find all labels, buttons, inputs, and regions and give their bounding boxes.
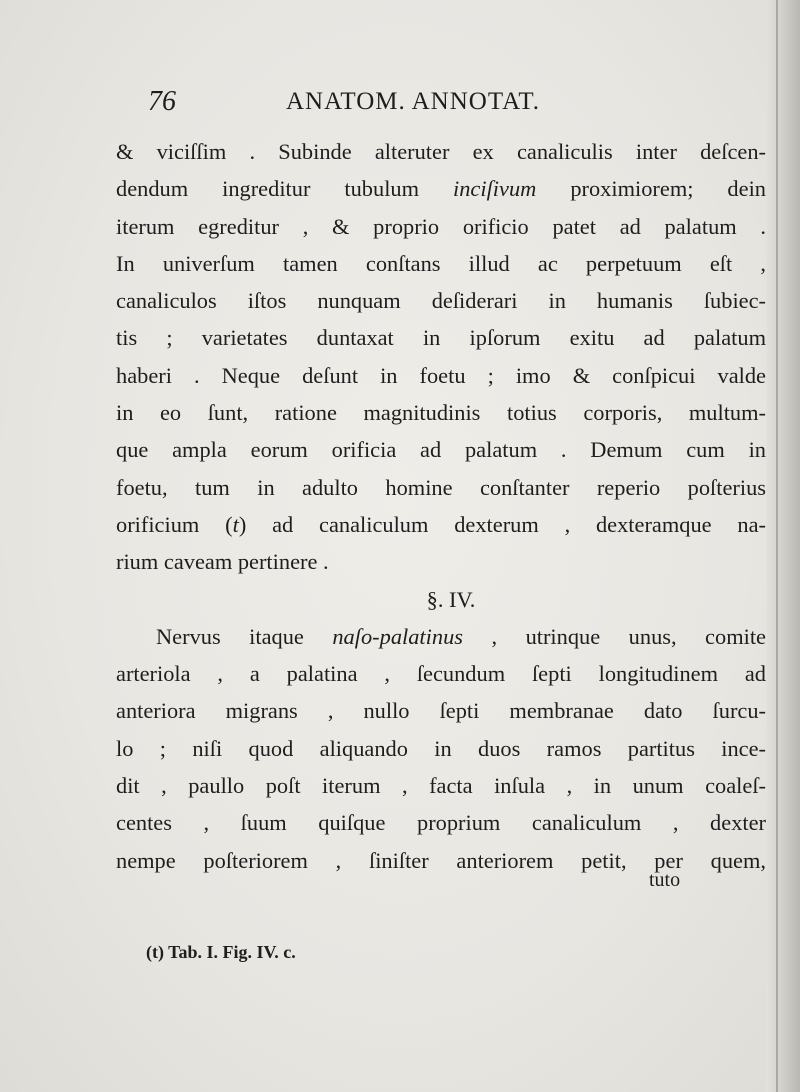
page-header: [148, 82, 708, 118]
text-segment: orificium (: [116, 511, 233, 537]
text-segment: dendum ingreditur tubulum: [116, 176, 454, 202]
text-line: arteriola , a palatina , ſecundum ſepti longitudinem ad: [116, 661, 766, 687]
running-head: ANATOM. ANNOTAT.: [286, 88, 541, 115]
page-number: 76: [148, 86, 176, 117]
section-heading: §. IV.: [426, 586, 476, 612]
text-line: nempe poſteriorem , ſiniſter anteriorem petit, per quem,: [116, 847, 766, 873]
text-line: anteriora migrans , nullo ſepti membranae dato ſurcu-: [116, 698, 766, 724]
text-line: dit , paullo poſt iterum , facta inſula , in unum coaleſ-: [116, 773, 766, 799]
text-line: tis ; varietates duntaxat in ipſorum exitu ad palatum: [116, 325, 766, 351]
main-text: [116, 133, 766, 879]
text-line: [116, 170, 766, 207]
text-line: In univerſum tamen conſtans illud ac perpetuum eſt ,: [116, 250, 766, 276]
page-fold-line: [776, 0, 778, 1092]
text-segment: Nervus itaque: [156, 623, 333, 649]
text-line: rium caveam pertinere .: [116, 549, 329, 575]
footnote-text: (t) Tab. I. Fig. IV. c.: [146, 942, 296, 962]
text-segment: , utrinque unus, comite: [462, 623, 766, 649]
text-line: lo ; niſi quod aliquando in duos ramos partitus ince-: [116, 735, 766, 761]
text-line: foetu, tum in adulto homine conſtanter reperio poſterius: [116, 474, 766, 500]
italic-term: inciſivum: [453, 176, 537, 202]
footnote: [146, 942, 296, 963]
text-line: & viciſſim . Subinde alteruter ex canaliculis inter deſcen-: [116, 139, 766, 164]
page-binding-edge: [766, 0, 800, 1092]
footnote-ref: t: [232, 511, 239, 537]
text-line: que ampla eorum orificia ad palatum . Demum cum in: [116, 437, 766, 463]
text-line: in eo ſunt, ratione magnitudinis totius corporis, multum-: [116, 400, 766, 426]
text-line: iterum egreditur , & proprio orificio patet ad palatum .: [116, 213, 766, 239]
text-line: canaliculos iſtos nunquam deſiderari in humanis ſubiec-: [116, 288, 766, 314]
italic-term: naſo-palatinus: [332, 623, 463, 649]
text-line: haberi . Neque deſunt in foetu ; imo & conſpicui valde: [116, 362, 766, 388]
text-line: centes , ſuum quiſque proprium canaliculum , dexter: [116, 810, 766, 836]
text-segment: ) ad canaliculum dexterum , dexteramque na-: [238, 511, 766, 537]
text-line: [116, 618, 766, 655]
text-line: [116, 506, 766, 543]
text-segment: proximiorem; dein: [536, 176, 766, 202]
catchword: tuto: [649, 869, 681, 891]
